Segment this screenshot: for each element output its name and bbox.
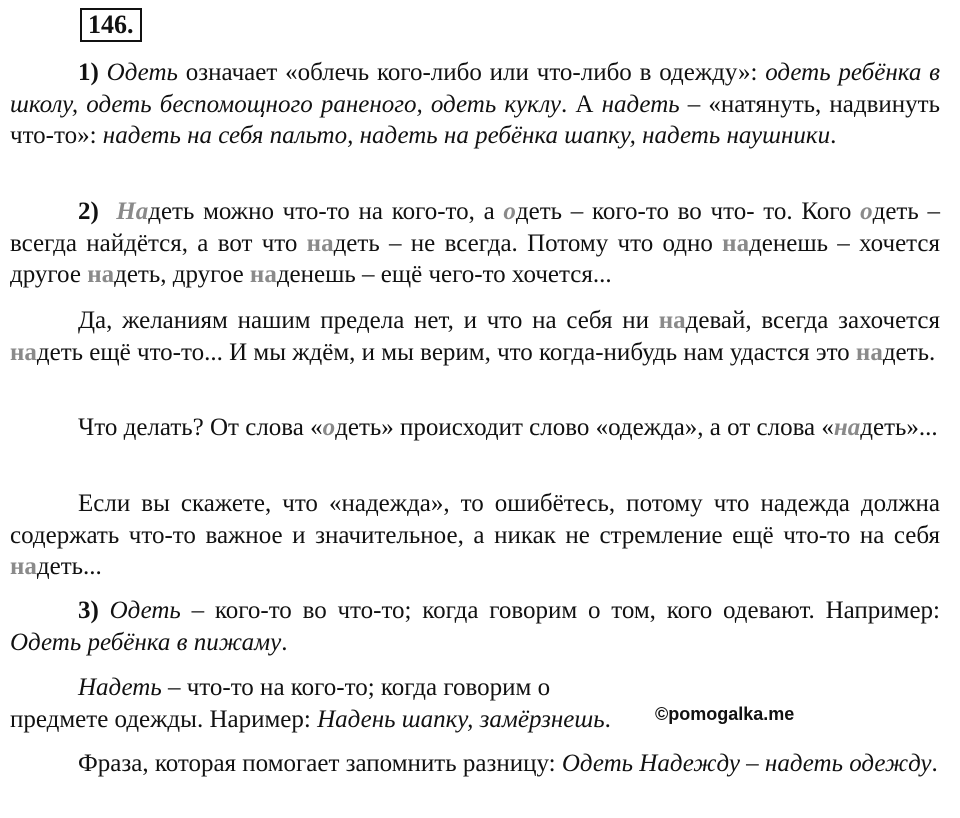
watermark: ©pomogalka.me bbox=[655, 704, 795, 724]
item-number-2: 2) bbox=[78, 198, 99, 225]
paragraph-4: Что делать? От слова «одеть» происходит слово «одежда», а от слова «надеть»... bbox=[78, 414, 938, 441]
paragraph-1: 1) Одеть означает «облечь кого-либо или что-либо в одежду»: одеть ребёнка в школу, одеть беспомощного раненого, одеть куклу. А надеть – «натянуть, надвинуть что-то»: надеть на себя пальто, надеть на ребёнка шапку, надеть наушники. bbox=[10, 59, 941, 149]
exercise-number: 146. bbox=[80, 8, 142, 42]
item-number-1: 1) bbox=[78, 59, 99, 86]
paragraph-3: Да, желаниям нашим предела нет, и что на себя ни надевай, всегда захочется надеть ещё что-то... И мы ждём, и мы верим, что когда-нибудь нам удастся это надеть. bbox=[10, 307, 940, 366]
paragraph-6: 3) Одеть – кого-то во что-то; когда говорим о том, кого одевают. Например: Одеть ребёнка в пижаму. bbox=[10, 597, 941, 656]
paragraph-7: Надеть – что-то на кого-то; когда говорим о предмете одежды. Наример: Надень шапку, замёрзнешь. bbox=[10, 674, 611, 733]
paragraph-8: Фраза, которая помогает запомнить разницу: Одеть Надежду – надеть одежду. bbox=[78, 750, 938, 777]
paragraph-2: 2) Надеть можно что-то на кого-то, а одеть – кого-то во что- то. Кого одеть – всегда найдётся, а вот что надеть – не всегда. Потому что одно наденешь – хочется другое надеть, другое наденешь – ещё чего-то хочется... bbox=[10, 198, 940, 288]
item-number-3: 3) bbox=[78, 597, 99, 624]
paragraph-5: Если вы скажете, что «надежда», то ошибётесь, потому что надежда должна содержать что-то важное и значительное, а никак не стремление ещё что-то на себя надеть... bbox=[10, 490, 940, 580]
